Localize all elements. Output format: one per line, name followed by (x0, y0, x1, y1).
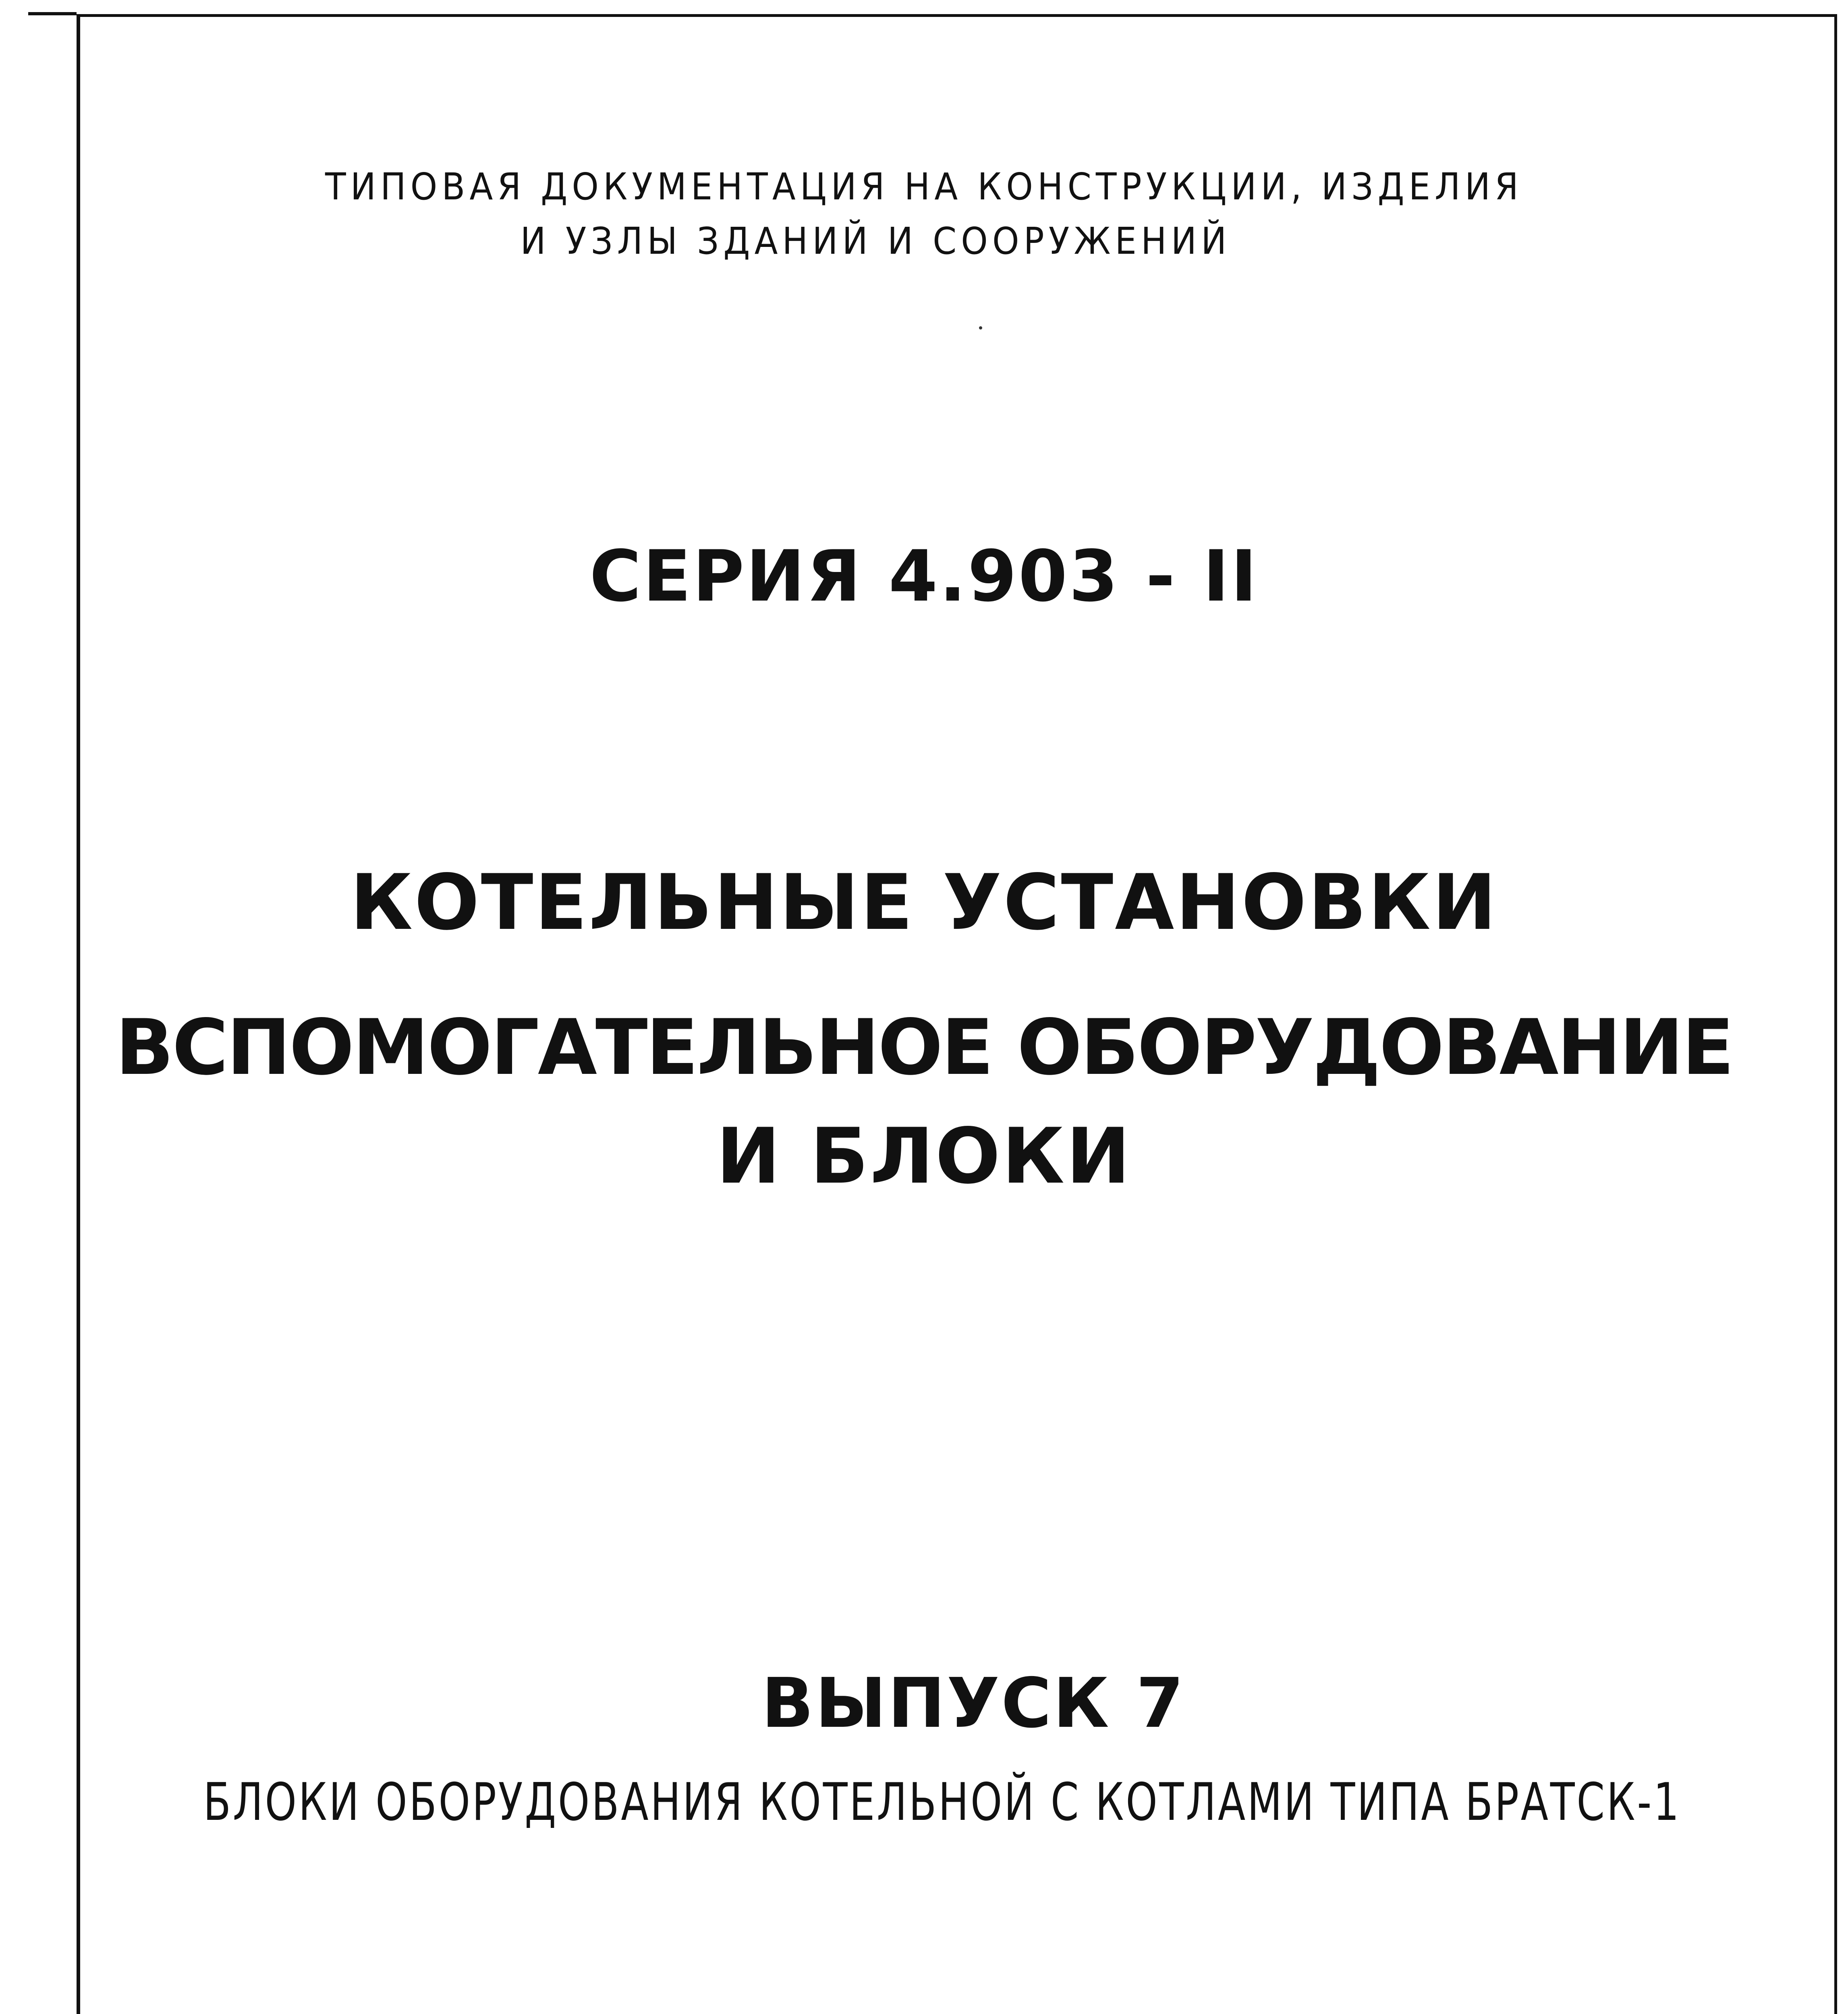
scan-speck (979, 326, 982, 329)
title-line-3: И БЛОКИ (716, 1112, 1132, 1201)
series-number: СЕРИЯ 4.903 - II (589, 536, 1259, 617)
header-line-2: И УЗЛЫ ЗДАНИЙ И СООРУЖЕНИЙ (520, 220, 1231, 263)
title-line-2: ВСПОМОГАТЕЛЬНОЕ ОБОРУДОВАНИЕ (115, 1003, 1733, 1092)
corner-crop-mark (28, 12, 77, 15)
title-line-1: КОТЕЛЬНЫЕ УСТАНОВКИ (350, 858, 1498, 947)
issue-subtitle: БЛОКИ ОБОРУДОВАНИЯ КОТЕЛЬНОЙ С КОТЛАМИ ТИПА БРАТСК-1 (203, 1772, 1681, 1832)
header-line-1: ТИПОВАЯ ДОКУМЕНТАЦИЯ НА КОНСТРУКЦИИ, ИЗДЕЛИЯ (325, 165, 1523, 208)
issue-label: ВЫПУСК 7 (761, 1664, 1186, 1743)
